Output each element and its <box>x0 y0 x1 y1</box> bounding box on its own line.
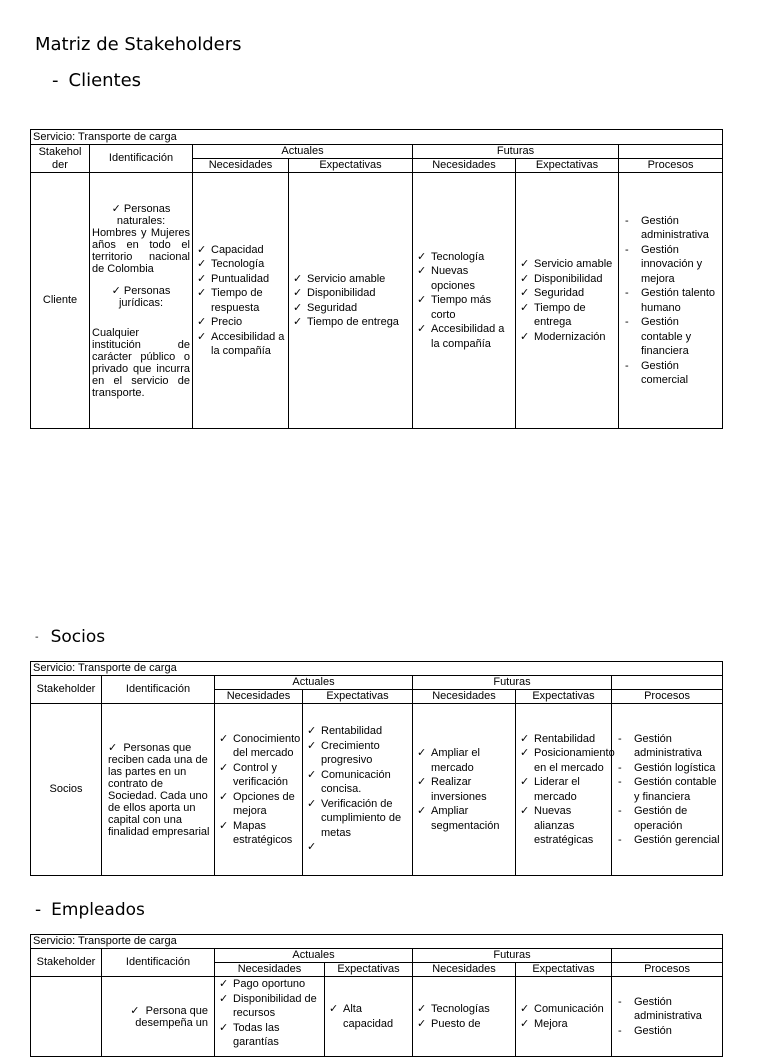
col-header-necesidades: Necesidades <box>193 159 289 173</box>
list-item: - Gestión talento humano <box>625 287 715 314</box>
check-icon: ✓ <box>219 978 229 990</box>
list-item: - Gestión gerencial <box>618 834 720 846</box>
col-header-futuras: Futuras <box>413 145 619 159</box>
list-item: ✓ Liderar el mercado <box>520 776 580 803</box>
list-item: ✓ Comunicación <box>520 1003 604 1015</box>
check-icon: ✓ <box>520 1003 530 1015</box>
list-item: ✓ Accesibilidad a la compañía <box>197 330 285 357</box>
actuales-expectativas-cell <box>325 977 413 1057</box>
check-icon: ✓ <box>197 316 207 328</box>
list-item: ✓ Seguridad <box>293 301 358 314</box>
stakeholder-table-clientes <box>30 129 723 429</box>
list-item: ✓ Mapas estratégicos <box>219 819 293 846</box>
empty-header-cell <box>619 145 723 159</box>
check-icon: ✓ <box>417 250 427 263</box>
col-header-actuales: Actuales <box>215 949 413 963</box>
col-header-stakeholder: Stakehol der <box>31 145 90 173</box>
dash-bullet: - <box>625 287 629 299</box>
check-icon: ✓ <box>293 316 303 328</box>
ident-text: Cualquier institución de carácter público o privado que incurra en el servicio de transporte. <box>92 326 190 399</box>
col-header-procesos: Procesos <box>612 963 723 977</box>
actuales-necesidades-cell <box>215 704 303 876</box>
list-item: ✓ Tecnología <box>417 250 485 263</box>
procesos-cell <box>612 704 723 876</box>
list-item: ✓ Opciones de mejora <box>219 790 295 817</box>
col-header-actuales: Actuales <box>215 676 413 690</box>
dash-bullet: - <box>618 761 622 774</box>
col-header-necesidades: Necesidades <box>215 963 325 977</box>
check-icon: ✓ <box>417 1003 427 1015</box>
list-item: ✓ Accesibilidad a la compañía <box>417 323 505 350</box>
list-item: - Gestión administrativa <box>618 995 702 1023</box>
check-icon: ✓ <box>520 805 530 817</box>
col-header-expectativas: Expectativas <box>516 159 619 173</box>
list-item: ✓ Tecnologías <box>417 1003 490 1015</box>
list-item: ✓ Realizar inversiones <box>417 776 487 803</box>
check-icon: ✓ <box>520 747 530 759</box>
list-item: ✓ Servicio amable <box>520 258 613 270</box>
ident-text: Hombres y Mujeres años en todo el territorio nacional de Colombia <box>92 226 190 275</box>
list-item: - Gestión contable y financiera <box>618 776 717 803</box>
stakeholder-table-socios <box>30 661 723 876</box>
dash-bullet: - <box>625 214 629 227</box>
dash-bullet: - <box>618 995 622 1008</box>
dash-bullet: - <box>625 243 629 256</box>
list-item: ✓ Modernización <box>520 330 606 343</box>
ident-heading: Personas naturales: <box>116 202 171 227</box>
list-item: - Gestión <box>618 1024 672 1037</box>
list-item <box>305 840 410 855</box>
dash-bullet: - <box>625 359 629 372</box>
check-icon: ✓ <box>307 797 317 810</box>
list-item: ✓ Tiempo de entrega <box>293 316 399 328</box>
procesos-cell <box>619 173 723 429</box>
check-icon: ✓ <box>219 732 229 745</box>
section-title: Clientes <box>68 70 142 91</box>
check-icon: ✓ <box>197 330 207 343</box>
list-item: ✓ Crecimiento progresivo <box>307 739 380 767</box>
list-item: ✓ Capacidad <box>197 243 264 256</box>
actuales-necesidades-cell <box>193 173 289 429</box>
section-title: Socios <box>50 627 106 647</box>
list-item: ✓ Rentabilidad <box>520 732 596 745</box>
actuales-necesidades-cell <box>215 977 325 1057</box>
check-icon: ✓ <box>520 287 530 299</box>
list-item: ✓ Ampliar el mercado <box>417 747 480 774</box>
list-item: ✓ Puesto de <box>417 1017 481 1030</box>
actuales-expectativas-cell <box>289 173 413 429</box>
check-icon: ✓ <box>307 725 317 738</box>
futuras-expectativas-cell <box>516 977 612 1057</box>
list-item: ✓ Pago oportuno <box>219 978 306 990</box>
identificacion-cell <box>102 704 215 876</box>
check-icon: ✓ <box>307 841 317 854</box>
check-icon: ✓ <box>219 761 229 774</box>
list-item: ✓ Posicionamiento en el mercado <box>520 747 615 774</box>
row-label <box>31 977 102 1057</box>
check-icon: ✓ <box>417 747 427 759</box>
col-header-necesidades: Necesidades <box>413 159 516 173</box>
dash-bullet: - <box>618 805 622 817</box>
dash-bullet: - <box>52 70 59 91</box>
check-icon: ✓ <box>197 287 207 299</box>
empty-header-cell <box>612 949 723 963</box>
check-icon: ✓ <box>417 294 427 307</box>
futuras-necesidades-cell <box>413 704 516 876</box>
identificacion-cell <box>102 977 215 1057</box>
check-icon: ✓ <box>111 284 121 297</box>
list-item: - Gestión administrativa <box>618 732 702 759</box>
col-header-expectativas: Expectativas <box>289 159 413 173</box>
section-heading-socios <box>35 627 105 647</box>
col-header-procesos: Procesos <box>619 159 723 173</box>
col-header-expectativas: Expectativas <box>516 963 612 977</box>
futuras-expectativas-cell <box>516 173 619 429</box>
check-icon: ✓ <box>219 819 229 832</box>
list-item: - Gestión logística <box>618 761 716 774</box>
list-item: ✓ Todas las garantías <box>219 1021 280 1048</box>
check-icon: ✓ <box>111 202 121 215</box>
check-icon: ✓ <box>329 1003 339 1015</box>
list-item: ✓ Nuevas opciones <box>417 265 476 292</box>
col-header-futuras: Futuras <box>413 949 612 963</box>
col-header-expectativas: Expectativas <box>303 690 413 704</box>
empty-header-cell <box>612 676 723 690</box>
page-title: Matriz de Stakeholders <box>35 34 242 55</box>
check-icon: ✓ <box>130 1004 140 1017</box>
list-item: ✓ Precio <box>197 316 243 328</box>
row-label: Cliente <box>31 173 90 429</box>
service-label: Servicio: Transporte de carga <box>31 130 723 145</box>
section-heading-clientes <box>52 70 141 91</box>
futuras-necesidades-cell <box>413 977 516 1057</box>
check-icon: ✓ <box>520 330 530 343</box>
col-header-necesidades: Necesidades <box>215 690 303 704</box>
check-icon: ✓ <box>197 243 207 256</box>
col-header-identificacion: Identificación <box>102 949 215 977</box>
check-icon: ✓ <box>520 732 530 745</box>
dash-bullet: - <box>618 834 622 846</box>
check-icon: ✓ <box>293 272 303 285</box>
section-heading-empleados <box>35 900 145 920</box>
list-item: ✓ Disponibilidad <box>520 272 603 285</box>
col-header-identificacion: Identificación <box>102 676 215 704</box>
list-item: ✓ Conocimiento del mercado <box>219 732 301 759</box>
list-item: - Gestión de operación <box>618 805 688 832</box>
dash-bullet: - <box>618 776 622 788</box>
check-icon: ✓ <box>108 741 118 754</box>
check-icon: ✓ <box>520 258 530 270</box>
list-item: ✓ Verificación de cumplimiento de metas <box>307 797 402 839</box>
check-icon: ✓ <box>520 272 530 285</box>
futuras-expectativas-cell <box>516 704 615 876</box>
list-item: - Gestión administrativa <box>625 214 709 241</box>
procesos-cell <box>612 977 723 1057</box>
check-icon: ✓ <box>520 1017 530 1030</box>
check-icon: ✓ <box>293 301 303 314</box>
list-item: ✓ Ampliar segmentación <box>417 805 500 832</box>
check-icon: ✓ <box>417 323 427 336</box>
service-label: Servicio: Transporte de carga <box>31 935 723 949</box>
check-icon: ✓ <box>219 992 229 1005</box>
check-icon: ✓ <box>417 776 427 788</box>
check-icon: ✓ <box>417 265 427 278</box>
check-icon: ✓ <box>219 790 229 803</box>
list-item: ✓ Puntualidad <box>197 272 270 285</box>
stakeholder-table-empleados <box>30 934 723 1057</box>
col-header-identificacion: Identificación <box>90 145 193 173</box>
list-item: ✓ Disponibilidad de recursos <box>219 992 317 1019</box>
col-header-necesidades: Necesidades <box>413 963 516 977</box>
col-header-necesidades: Necesidades <box>413 690 516 704</box>
col-header-futuras: Futuras <box>413 676 612 690</box>
list-item: ✓ Tiempo más corto <box>417 294 492 321</box>
col-header-procesos: Procesos <box>612 690 723 704</box>
list-item: ✓ Disponibilidad <box>293 287 376 299</box>
section-title: Empleados <box>51 900 145 920</box>
check-icon: ✓ <box>307 768 317 781</box>
dash-bullet: - <box>35 900 42 920</box>
dash-bullet: - <box>618 732 622 745</box>
col-header-actuales: Actuales <box>193 145 413 159</box>
ident-heading: Personas jurídicas: <box>118 284 171 309</box>
check-icon: ✓ <box>197 272 207 285</box>
list-item: ✓ Tiempo de respuesta <box>197 287 263 314</box>
ident-text: Personas que reciben cada una de las partes en un contrato de Sociedad. Cada uno de ellos aporta un capital con una finalidad empresarial <box>108 741 210 838</box>
check-icon: ✓ <box>293 287 303 299</box>
col-header-expectativas: Expectativas <box>516 690 612 704</box>
dash-bullet: - <box>625 316 629 328</box>
list-item: ✓ Mejora <box>520 1017 568 1030</box>
list-item: ✓ Seguridad <box>520 287 585 299</box>
ident-text: Persona que desempeña un <box>135 1004 208 1029</box>
dash-bullet: - <box>618 1024 622 1037</box>
check-icon: ✓ <box>520 301 530 314</box>
service-label: Servicio: Transporte de carga <box>31 662 723 676</box>
list-item: ✓ Comunicación concisa. <box>307 768 391 796</box>
list-item: ✓ Tiempo de entrega <box>520 301 586 328</box>
check-icon: ✓ <box>417 1017 427 1030</box>
list-item: ✓ Alta capacidad <box>329 1003 394 1030</box>
dash-bullet: - <box>35 631 39 643</box>
list-item: - Gestión contable y financiera <box>625 316 692 357</box>
col-header-stakeholder: Stakeholder <box>31 949 102 977</box>
row-label: Socios <box>31 704 102 876</box>
list-item: - Gestión comercial <box>625 359 689 386</box>
check-icon: ✓ <box>197 258 207 270</box>
check-icon: ✓ <box>219 1021 229 1034</box>
list-item: ✓ Nuevas alianzas estratégicas <box>520 805 594 846</box>
identificacion-cell <box>90 173 193 429</box>
check-icon: ✓ <box>417 805 427 817</box>
futuras-necesidades-cell <box>413 173 516 429</box>
list-item: ✓ Tecnología <box>197 258 265 270</box>
check-icon: ✓ <box>307 739 317 752</box>
actuales-expectativas-cell <box>303 704 413 876</box>
col-header-expectativas: Expectativas <box>325 963 413 977</box>
list-item: ✓ Rentabilidad <box>307 725 383 738</box>
check-icon: ✓ <box>520 776 530 788</box>
list-item: ✓ Servicio amable <box>293 272 386 285</box>
list-item: - Gestión innovación y mejora <box>625 243 703 285</box>
col-header-stakeholder: Stakeholder <box>31 676 102 704</box>
list-item: ✓ Control y verificación <box>219 761 289 788</box>
